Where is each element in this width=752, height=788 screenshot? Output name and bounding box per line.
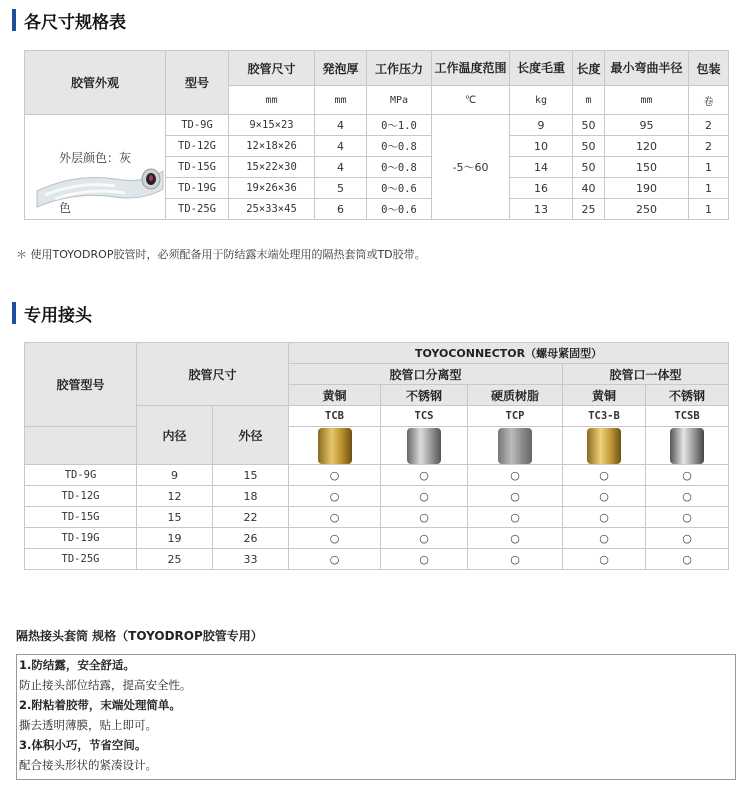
fitting-tcb-cell [289,427,381,465]
availability-mark: ○ [468,507,563,528]
stainless-fitting-image [407,428,441,464]
row3-size: 15×22×30 [229,157,315,178]
c-row2-model: TD-12G [25,486,137,507]
c-row4-outer: 26 [213,528,289,549]
row1-pack: 2 [689,115,729,136]
table-row [25,465,729,486]
row1-length: 50 [573,115,605,136]
c-row3-inner: 15 [137,507,213,528]
c-row1-outer: 15 [213,465,289,486]
resin-fitting-image [498,428,532,464]
row2-bend: 120 [605,136,689,157]
fitting-tcp-cell [468,427,563,465]
row4-model: TD-19G [166,178,229,199]
sleeve-feature-box [16,654,736,780]
row1-size: 9×15×23 [229,115,315,136]
row3-pressure: 0～0.8 [367,157,432,178]
row2-weight: 10 [510,136,573,157]
section1-title: 各尺寸规格表 [12,9,126,31]
row5-weight: 13 [510,199,573,220]
row2-pack: 2 [689,136,729,157]
row4-pressure: 0～0.6 [367,178,432,199]
c-row5-outer: 33 [213,549,289,570]
header-weight: 长度毛重 [510,51,573,86]
availability-mark: ○ [468,528,563,549]
row1-bend: 95 [605,115,689,136]
unit-temp: ℃ [432,86,510,115]
material-stainless-2: 不锈钢 [646,385,729,406]
row3-pack: 1 [689,157,729,178]
brass-fitting-image [318,428,352,464]
header-connector: TOYOCONNECTOR（螺母紧固型） [289,343,729,364]
code-tcp: TCP [468,406,563,427]
row4-weight: 16 [510,178,573,199]
row5-length: 25 [573,199,605,220]
unit-bend: mm [605,86,689,115]
c-row3-outer: 22 [213,507,289,528]
header-outer: 外径 [213,406,289,465]
header-length: 长度 [573,51,605,86]
availability-mark: ○ [563,549,646,570]
c-row1-inner: 9 [137,465,213,486]
material-brass-1: 黄铜 [289,385,381,406]
fitting-tcs-cell [381,427,468,465]
usage-note: ＊ 使用TOYODROP胶管时，必须配备用于防结露末端处理用的隔热套筒或TD胶带。 [16,248,426,261]
c-row1-model: TD-9G [25,465,137,486]
header-model-spacer [25,427,137,465]
c-row2-inner: 12 [137,486,213,507]
c-row5-model: TD-25G [25,549,137,570]
row4-pack: 1 [689,178,729,199]
row4-bend: 190 [605,178,689,199]
availability-mark: ○ [563,507,646,528]
header-model: 型号 [166,51,229,115]
c-row4-model: TD-19G [25,528,137,549]
row4-length: 40 [573,178,605,199]
header-temp: 工作温度范围 [432,51,510,86]
feature-1-title: 1.防结露，安全舒适。 [19,658,135,672]
availability-mark: ○ [381,528,468,549]
availability-mark: ○ [646,465,729,486]
code-tcsb: TCSB [646,406,729,427]
table-row [25,486,729,507]
temp-range: -5～60 [432,115,510,220]
c-row2-outer: 18 [213,486,289,507]
unit-length: m [573,86,605,115]
availability-mark: ○ [646,528,729,549]
availability-mark: ○ [563,486,646,507]
availability-mark: ○ [563,528,646,549]
row1-weight: 9 [510,115,573,136]
row5-pressure: 0～0.6 [367,199,432,220]
sleeve-spec-title: 隔热接头套筒 规格（TOYODROP胶管专用） [16,629,263,643]
row3-foam: 4 [315,157,367,178]
unit-foam: mm [315,86,367,115]
material-brass-2: 黄铜 [563,385,646,406]
row2-length: 50 [573,136,605,157]
availability-mark: ○ [381,486,468,507]
row3-weight: 14 [510,157,573,178]
title-accent-bar [12,302,16,324]
connector-table [24,342,729,570]
availability-mark: ○ [289,486,381,507]
availability-mark: ○ [646,549,729,570]
availability-mark: ○ [381,465,468,486]
header-pack: 包装 [689,51,729,86]
header-inner: 内径 [137,406,213,465]
spec-table [24,50,729,220]
feature-2-desc: 撕去透明薄膜，贴上即可。 [19,718,157,732]
unit-pack: 卷 [689,86,729,115]
row2-pressure: 0～0.8 [367,136,432,157]
row3-bend: 150 [605,157,689,178]
row2-model: TD-12G [166,136,229,157]
availability-mark: ○ [563,465,646,486]
header-hose-size: 胶管尺寸 [137,343,289,406]
row1-foam: 4 [315,115,367,136]
fitting-tc3b-cell [563,427,646,465]
table-row [25,549,729,570]
unit-size: mm [229,86,315,115]
c-row3-model: TD-15G [25,507,137,528]
material-resin: 硬质树脂 [468,385,563,406]
availability-mark: ○ [289,549,381,570]
availability-mark: ○ [289,507,381,528]
header-size: 胶管尺寸 [229,51,315,86]
feature-3-title: 3.体积小巧，节省空间。 [19,738,147,752]
row1-model: TD-9G [166,115,229,136]
table-row [25,528,729,549]
row5-size: 25×33×45 [229,199,315,220]
row5-foam: 6 [315,199,367,220]
brass-integral-fitting-image [587,428,621,464]
stainless-integral-fitting-image [670,428,704,464]
code-tcb: TCB [289,406,381,427]
title-accent-bar [12,9,16,31]
fitting-tcsb-cell [646,427,729,465]
availability-mark: ○ [289,465,381,486]
availability-mark: ○ [289,528,381,549]
availability-mark: ○ [468,486,563,507]
row5-pack: 1 [689,199,729,220]
availability-mark: ○ [468,465,563,486]
c-row4-inner: 19 [137,528,213,549]
feature-2-title: 2.附粘着胶带，末端处理简单。 [19,698,181,712]
availability-mark: ○ [381,549,468,570]
row4-foam: 5 [315,178,367,199]
row2-foam: 4 [315,136,367,157]
header-split-type: 胶管口分离型 [289,364,563,385]
row3-length: 50 [573,157,605,178]
header-hose-model: 胶管型号 [25,343,137,427]
material-stainless-1: 不锈钢 [381,385,468,406]
hose-appearance-cell [25,115,166,220]
header-pressure: 工作压力 [367,51,432,86]
header-integral-type: 胶管口一体型 [563,364,729,385]
code-tc3b: TC3-B [563,406,646,427]
hose-image [35,151,165,211]
c-row5-inner: 25 [137,549,213,570]
row1-pressure: 0～1.0 [367,115,432,136]
availability-mark: ○ [381,507,468,528]
row5-model: TD-25G [166,199,229,220]
row4-size: 19×26×36 [229,178,315,199]
row2-size: 12×18×26 [229,136,315,157]
row5-bend: 250 [605,199,689,220]
header-appearance: 胶管外观 [25,51,166,115]
header-foam: 発泡厚 [315,51,367,86]
availability-mark: ○ [468,549,563,570]
availability-mark: ○ [646,507,729,528]
table-row [25,507,729,528]
feature-1-desc: 防止接头部位结露，提高安全性。 [19,678,192,692]
code-tcs: TCS [381,406,468,427]
feature-3-desc: 配合接头形状的紧凑设计。 [19,758,157,772]
unit-pressure: MPa [367,86,432,115]
hose-color-label: 外层颜色：灰色 [59,151,132,215]
availability-mark: ○ [646,486,729,507]
row3-model: TD-15G [166,157,229,178]
unit-weight: kg [510,86,573,115]
header-bend: 最小弯曲半径 [605,51,689,86]
section2-title: 专用接头 [12,302,92,324]
